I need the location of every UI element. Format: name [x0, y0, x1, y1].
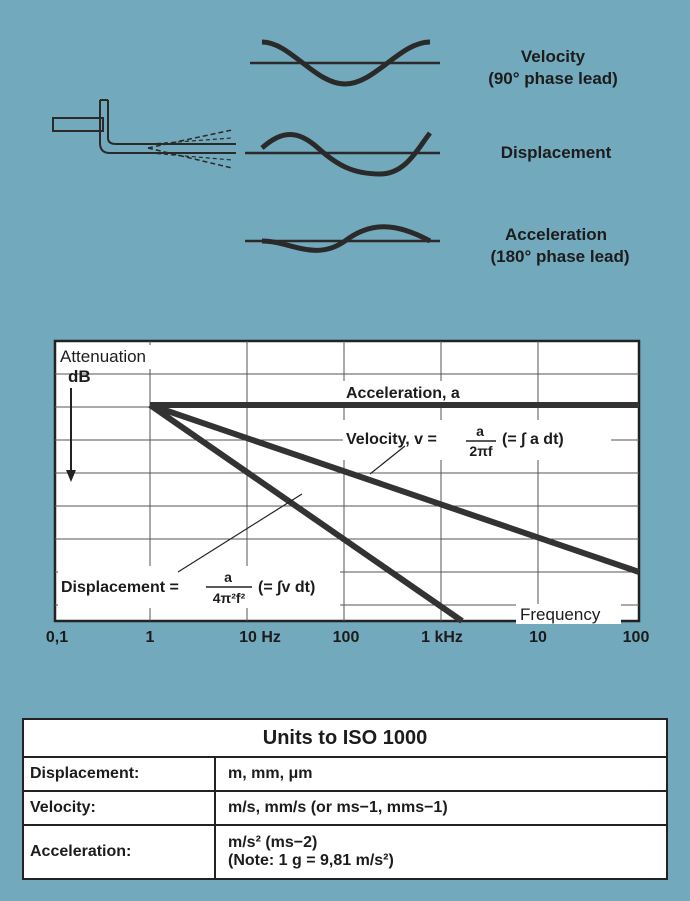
- acceleration-phase-label: (180° phase lead): [490, 247, 630, 266]
- x-tick-labels: [46, 629, 650, 646]
- displacement-integral-note: (= ∫v dt): [258, 579, 316, 596]
- units-row-acceleration: [24, 826, 666, 878]
- y-axis-label: Attenuation: [60, 347, 147, 366]
- velocity-phase-label: (90° phase lead): [488, 69, 618, 88]
- units-row-note: (Note: 1 g = 9,81 m/s²): [228, 852, 394, 869]
- velocity-waveform: [250, 42, 440, 84]
- displacement-fraction-numerator: a: [224, 569, 232, 585]
- x-axis-label: Frequency: [520, 605, 601, 624]
- displacement-waveform: [245, 133, 440, 174]
- units-row-value: m/s² (ms−2): [228, 834, 318, 851]
- units-table-title: Units to ISO 1000: [24, 720, 666, 758]
- units-row-value: m, mm, μm: [228, 765, 313, 782]
- acceleration-curve-label: Acceleration, a: [346, 385, 460, 402]
- units-row-label: Displacement:: [24, 758, 216, 790]
- y-axis-unit: dB: [68, 367, 91, 386]
- attenuation-chart: [55, 341, 639, 624]
- velocity-integral-note: (= ∫ a dt): [502, 431, 564, 448]
- velocity-fraction-denominator: 2πf: [469, 443, 493, 459]
- x-tick-label: 100: [622, 629, 650, 646]
- units-row-value: m/s, mm/s (or ms−1, mms−1): [228, 799, 448, 816]
- x-tick-label: 10: [529, 629, 547, 646]
- x-tick-label: 1 kHz: [421, 629, 463, 646]
- displacement-curve-label: Displacement =: [61, 579, 179, 596]
- x-tick-label: 1: [145, 629, 155, 646]
- velocity-curve-label: Velocity, v =: [346, 431, 437, 448]
- x-tick-label: 100: [332, 629, 360, 646]
- velocity-fraction-numerator: a: [476, 423, 484, 439]
- x-tick-label: 10 Hz: [239, 629, 281, 646]
- units-table: [22, 718, 668, 880]
- velocity-label: Velocity: [520, 47, 586, 66]
- acceleration-waveform: [245, 227, 440, 251]
- acceleration-label: Acceleration: [504, 225, 608, 244]
- displacement-fraction-denominator: 4π²f²: [212, 590, 246, 606]
- units-row-label: Acceleration:: [24, 826, 216, 878]
- displacement-label: Displacement: [500, 143, 612, 162]
- units-row-velocity: [24, 792, 666, 826]
- units-row-label: Velocity:: [24, 792, 216, 824]
- accelerometer-sensor-icon: [53, 100, 236, 168]
- units-row-displacement: [24, 758, 666, 792]
- x-tick-label: 0,1: [45, 629, 69, 646]
